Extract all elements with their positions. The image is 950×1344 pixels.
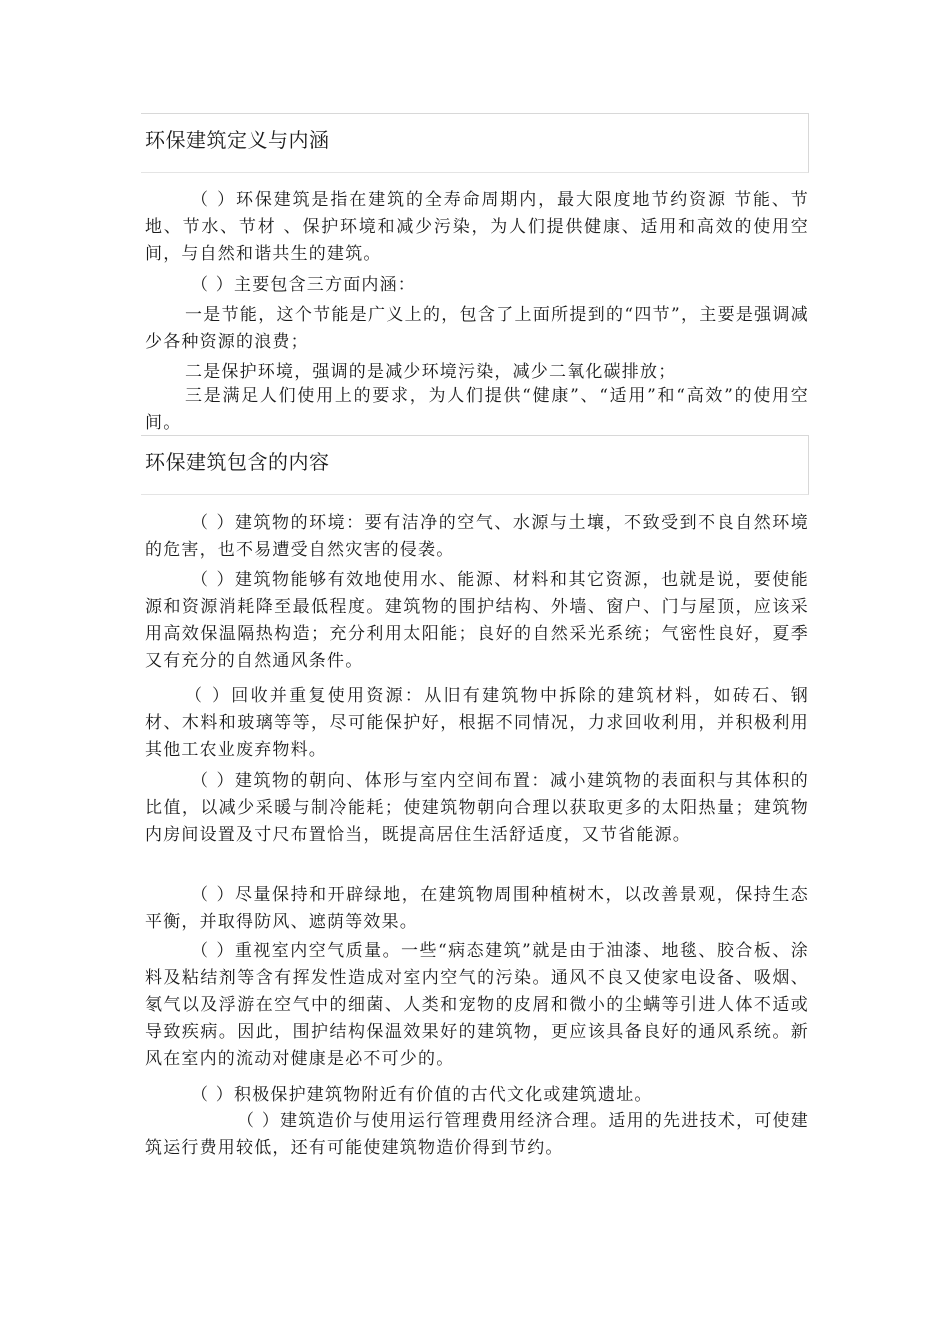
section-title: 环保建筑定义与内涵 xyxy=(145,128,330,152)
paragraph: （ ）主要包含三方面内涵： xyxy=(191,275,417,295)
paragraph: （ ）环保建筑是指在建筑的全寿命周期内，最大限度地节约资源 节能、节地、节水、节材 、保护环境和减少污染，为人们提供健康、适用和高效的使用空间，与自然和谐共生的建筑。 xyxy=(145,190,809,264)
paragraph: 一是节能，这个节能是广义上的，包含了上面所提到的“四节”，主要是强调减少各种资源的浪费； xyxy=(145,305,809,352)
paragraph: （ ）建筑造价与使用运行管理费用经济合理。适用的先进技术，可使建筑运行费用较低，还有可能使建筑物造价得到节约。 xyxy=(145,1111,809,1158)
paragraph: 三是满足人们使用上的要求，为人们提供“健康”、“适用”和“高效”的使用空间。 xyxy=(145,386,809,433)
section-heading-box xyxy=(141,113,809,173)
paragraph: （ ）积极保护建筑物附近有价值的古代文化或建筑遗址。 xyxy=(191,1085,653,1105)
section-heading-box xyxy=(141,435,809,495)
paragraph: （ ）建筑物能够有效地使用水、能源、材料和其它资源，也就是说，要使能源和资源消耗降至最低程度。建筑物的围护结构、外墙、窗户、门与屋顶，应该采用高效保温隔热构造；充分利用太阳能；良好的自然采光系统；气密性良好，夏季又有充分的自然通风条件。 xyxy=(145,570,809,671)
paragraph: （ ）重视室内空气质量。一些“病态建筑”就是由于油漆、地毯、胶合板、涂料及粘结剂等含有挥发性造成对室内空气的污染。通风不良又使家电设备、吸烟、氡气以及浮游在空气中的细菌、人类和宠物的皮屑和微小的尘螨等引进人体不适或导致疾病。因此，围护结构保温效果好的建筑物，更应该具备良好的通风系统。新风在室内的流动对健康是必不可少的。 xyxy=(145,941,809,1069)
paragraph: （ ）回收并重复使用资源：从旧有建筑物中拆除的建筑材料，如砖石、钢材、木料和玻璃等等，尽可能保护好，根据不同情况，力求回收利用，并积极利用其他工农业废弃物料。 xyxy=(145,686,809,760)
paragraph: （ ）尽量保持和开辟绿地，在建筑物周围种植树木，以改善景观，保持生态平衡，并取得防风、遮荫等效果。 xyxy=(145,885,809,932)
paragraph: （ ）建筑物的朝向、体形与室内空间布置：减小建筑物的表面积与其体积的比值，以减少采暖与制冷能耗；使建筑物朝向合理以获取更多的太阳热量；建筑物内房间设置及寸尺布置恰当，既提高居住生活舒适度，又节省能源。 xyxy=(145,771,809,845)
section-title: 环保建筑包含的内容 xyxy=(145,450,330,474)
paragraph: （ ）建筑物的环境：要有洁净的空气、水源与土壤，不致受到不良自然环境的危害，也不易遭受自然灾害的侵袭。 xyxy=(145,513,809,560)
paragraph: 二是保护环境，强调的是减少环境污染，减少二氧化碳排放； xyxy=(185,362,677,382)
